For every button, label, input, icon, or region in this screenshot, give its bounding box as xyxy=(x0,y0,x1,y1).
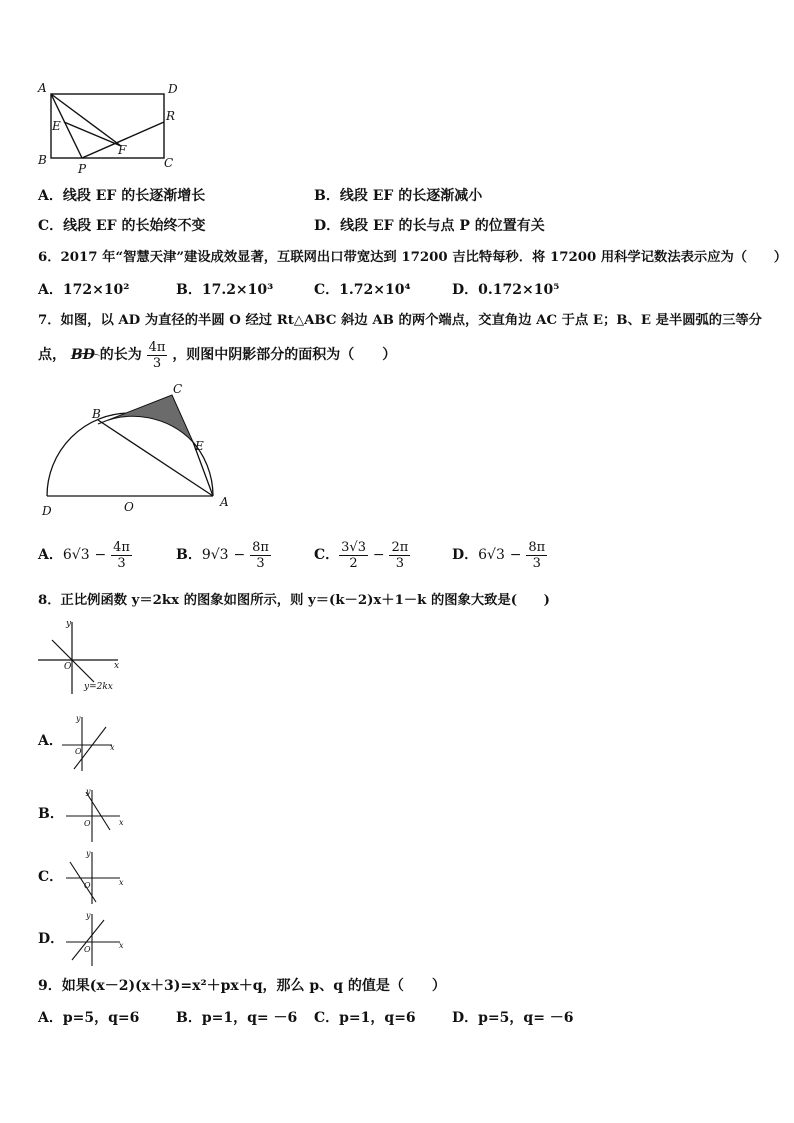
axis-x: x xyxy=(119,941,124,950)
equation: y=2kx xyxy=(84,682,113,692)
option-label: C． xyxy=(314,547,340,563)
q8-option-c-graph[interactable] xyxy=(64,848,128,908)
arc-bd xyxy=(71,347,100,363)
option-op: − xyxy=(94,547,107,563)
label-B: B xyxy=(38,153,47,167)
option-op: − xyxy=(509,547,522,563)
label-C: C xyxy=(164,156,174,170)
frac-num: 3√3 xyxy=(341,539,366,555)
frac-num: 4π xyxy=(148,339,166,355)
option-label: B． xyxy=(176,547,202,563)
q5-option-b[interactable]: B．线段 EF 的长逐渐减小 xyxy=(314,188,483,204)
q9-option-d[interactable]: D．p=5，q= －6 xyxy=(452,1010,574,1026)
label-E: E xyxy=(52,119,61,133)
q5-option-a[interactable]: A．线段 EF 的长逐渐增长 xyxy=(38,188,206,204)
frac-num: 8π xyxy=(252,539,269,555)
q8-option-c-label[interactable]: C． xyxy=(38,869,64,885)
q7-text: 点， xyxy=(38,347,66,363)
label-F: F xyxy=(118,143,127,157)
frac-den: 3 xyxy=(532,555,541,571)
q7-option-c[interactable] xyxy=(314,538,410,572)
arc-label: BD xyxy=(70,347,95,363)
axis-x: x xyxy=(119,818,124,827)
axis-y: y xyxy=(86,849,91,858)
rectangle-figure xyxy=(34,78,194,176)
option-op: − xyxy=(372,547,385,563)
q6-option-b[interactable]: B．17.2×10³ xyxy=(176,282,274,298)
axis-y: y xyxy=(76,714,81,723)
q7-option-b[interactable] xyxy=(176,538,271,572)
axis-y: y xyxy=(86,911,91,920)
q7-option-d[interactable] xyxy=(452,538,547,572)
option-term: 9√3 xyxy=(201,547,229,563)
q8-option-b-label[interactable]: B． xyxy=(38,806,64,822)
frac-den: 3 xyxy=(152,355,162,371)
label-C: C xyxy=(173,382,183,396)
q8-reference-graph xyxy=(36,616,126,696)
option-fraction xyxy=(389,540,410,571)
option-fraction-a xyxy=(339,540,368,571)
q9-option-c[interactable]: C．p=1，q=6 xyxy=(314,1010,416,1026)
origin: O xyxy=(84,881,91,890)
label-D: D xyxy=(168,82,178,96)
origin: O xyxy=(84,819,91,828)
label-B: B xyxy=(92,407,101,421)
label-A: A xyxy=(38,81,47,95)
frac-num: 4π xyxy=(113,539,130,555)
q6-option-c[interactable]: C．1.72×10⁴ xyxy=(314,282,411,298)
q9-option-a[interactable]: A．p=5，q=6 xyxy=(38,1010,140,1026)
frac-num: 2π xyxy=(391,539,409,555)
q8-option-d-label[interactable]: D． xyxy=(38,931,65,947)
q9-stem: 9．如果(x－2)(x＋3)=x²＋px＋q，那么 p、q 的值是（ ） xyxy=(38,978,446,994)
q8-stem: 8．正比例函数 y＝2kx 的图象如图所示，则 y＝(k－2)x＋1－k 的图象大致是( ) xyxy=(38,593,550,608)
label-P: P xyxy=(78,162,87,176)
option-fraction xyxy=(111,540,132,571)
option-label: D． xyxy=(452,547,479,563)
q6-option-a[interactable]: A．172×10² xyxy=(38,282,130,298)
axis-x: x xyxy=(119,878,124,887)
origin: O xyxy=(75,747,82,756)
label-R: R xyxy=(166,109,176,123)
option-term: 6√3 xyxy=(478,547,505,563)
q7-option-a[interactable] xyxy=(38,538,132,572)
q6-option-d[interactable]: D．0.172×10⁵ xyxy=(452,282,560,298)
frac-den: 3 xyxy=(256,555,265,571)
arc-mark xyxy=(71,353,100,360)
label-D: D xyxy=(42,504,52,518)
frac-den: 3 xyxy=(395,555,405,571)
q8-option-a-graph[interactable] xyxy=(60,713,120,773)
frac-den: 2 xyxy=(349,555,358,571)
label-E: E xyxy=(195,439,204,453)
option-fraction xyxy=(526,540,547,571)
q8-option-a-label[interactable]: A． xyxy=(38,733,63,749)
axis-x: x xyxy=(110,743,115,752)
option-fraction xyxy=(250,540,271,571)
axis-y: y xyxy=(86,787,91,796)
label-A: A xyxy=(220,495,229,509)
q7-fraction xyxy=(147,340,168,371)
frac-den: 3 xyxy=(117,555,126,571)
option-term: 6√3 xyxy=(62,547,90,563)
q5-option-d[interactable]: D．线段 EF 的长与点 P 的位置有关 xyxy=(314,218,545,234)
q8-option-b-graph[interactable] xyxy=(64,786,128,846)
q9-option-b[interactable]: B．p=1，q= －6 xyxy=(176,1010,298,1026)
q6-stem: 6．2017 年“智慧天津”建设成效显著，互联网出口带宽达到 17200 吉比特每秒．将 17200 用科学记数法表示应为（ ） xyxy=(38,250,787,265)
q8-option-d-graph[interactable] xyxy=(64,910,128,970)
axis-y: y xyxy=(66,619,72,629)
q7-text-2: 的长为 xyxy=(99,347,142,363)
origin: O xyxy=(64,662,72,672)
semicircle-figure xyxy=(34,378,244,518)
option-op: − xyxy=(233,547,246,563)
frac-num: 8π xyxy=(528,539,546,555)
q7-text-3: ，则图中阴影部分的面积为（ ） xyxy=(172,347,397,363)
option-label: A． xyxy=(38,547,63,563)
label-O: O xyxy=(124,500,134,514)
q5-option-c[interactable]: C．线段 EF 的长始终不变 xyxy=(38,218,206,234)
q7-stem-line2 xyxy=(38,338,396,372)
axis-x: x xyxy=(114,661,120,671)
q7-stem-line1: 7．如图，以 AD 为直径的半圆 O 经过 Rt△ABC 斜边 AB 的两个端点，交直角边 AC 于点 E；B、E 是半圆弧的三等分 xyxy=(38,313,762,328)
origin: O xyxy=(84,945,91,954)
